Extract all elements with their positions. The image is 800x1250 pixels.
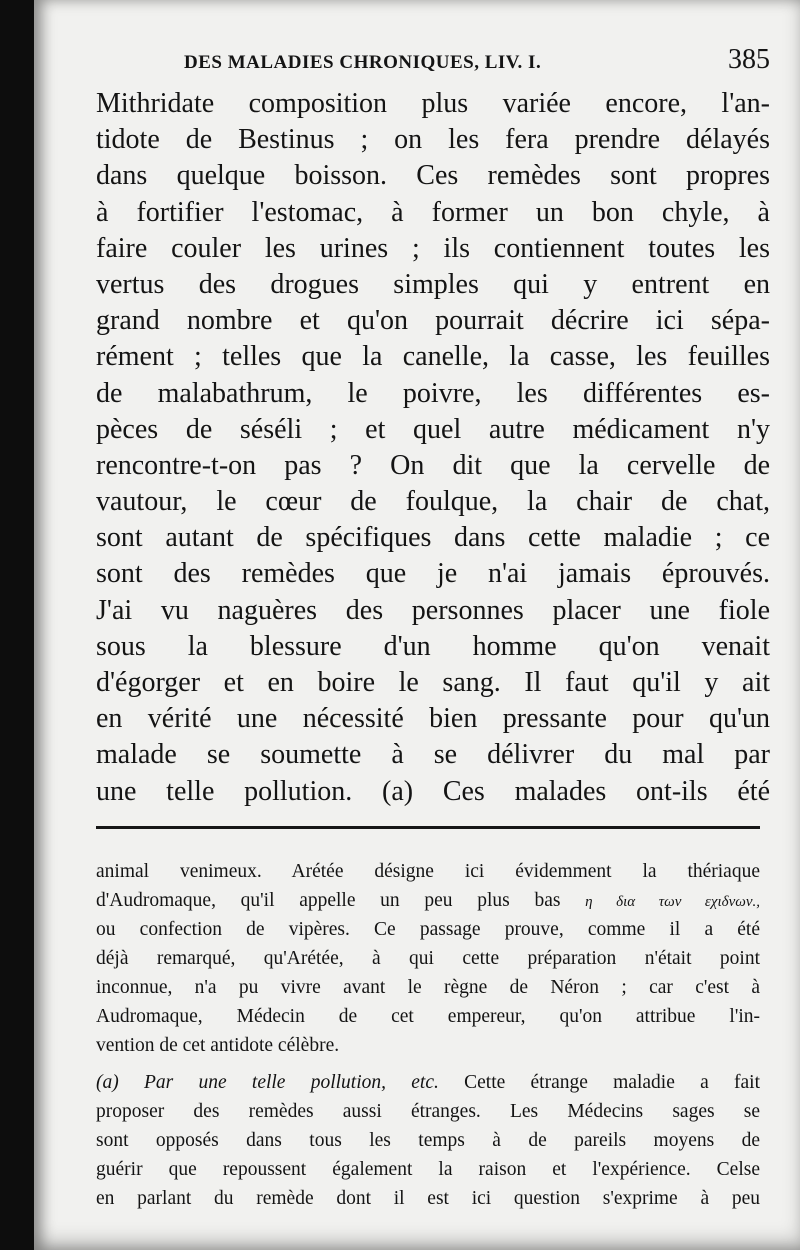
- text-line: sous la blessure d'un homme qu'on venait: [96, 630, 770, 662]
- footnote-line: sont opposés dans tous les temps à de pareils moyens de: [96, 1130, 760, 1151]
- footnote-marker: (a): [96, 1072, 119, 1093]
- footnote-line: inconnue, n'a pu vivre avant le règne de Néron ; car c'est à: [96, 977, 760, 998]
- footnote-lemma: Par une telle pollution, etc.: [144, 1072, 439, 1093]
- footnote-line: ou confection de vipères. Ce passage prouve, comme il a été: [96, 919, 760, 940]
- text-line: à fortifier l'estomac, à former un bon chyle, à: [96, 196, 770, 228]
- footnote-rule: [96, 826, 760, 829]
- text-line: J'ai vu naguères des personnes placer une fiole: [96, 594, 770, 626]
- book-page: [34, 0, 800, 1250]
- main-text: [96, 86, 770, 810]
- text-line: vertus des drogues simples qui y entrent en: [96, 268, 770, 300]
- text-line: rément ; telles que la canelle, la casse, les feuilles: [96, 341, 770, 373]
- footnote-line: [96, 886, 760, 915]
- text-line: pèces de séséli ; et quel autre médicament n'y: [96, 413, 770, 445]
- text-line: de malabathrum, le poivre, les différentes es-: [96, 377, 770, 409]
- footnote-text: Cette étrange maladie a fait: [464, 1072, 761, 1093]
- text-line: sont autant de spécifiques dans cette maladie ; ce: [96, 522, 770, 554]
- text-line: grand nombre et qu'on pourrait décrire ici sépa-: [96, 305, 770, 337]
- text-line: dans quelque boisson. Ces remèdes sont propres: [96, 160, 770, 192]
- footnote-line: [96, 1068, 760, 1097]
- footnote-continuation: [96, 857, 760, 1060]
- running-head: DES MALADIES CHRONIQUES, LIV. I.: [184, 52, 542, 73]
- footnote-line: en parlant du remède dont il est ici question s'exprime à peu: [96, 1188, 760, 1209]
- text-line: d'égorger et en boire le sang. Il faut qu'il y ait: [96, 667, 770, 698]
- text-line: faire couler les urines ; ils contiennent toutes les: [96, 232, 770, 264]
- text-line: rencontre-t-on pas ? On dit que la cervelle de: [96, 449, 770, 481]
- text-line: tidote de Bestinus ; on les fera prendre délayés: [96, 124, 770, 156]
- text-line: en vérité une nécessité bien pressante pour qu'un: [96, 703, 770, 735]
- text-line: une telle pollution. (a) Ces malades ont-ils été: [96, 775, 770, 807]
- footnote-line: proposer des remèdes aussi étranges. Les Médecins sages se: [96, 1101, 760, 1122]
- footnote-line: vention de cet antidote célèbre.: [96, 1035, 340, 1056]
- footnote-line: Audromaque, Médecin de cet empereur, qu'on attribue l'in-: [96, 1006, 760, 1027]
- text-line: Mithridate composition plus variée encore, l'an-: [96, 88, 770, 119]
- footnote-line: animal venimeux. Arétée désigne ici évidemment la thériaque: [96, 861, 760, 882]
- text-line: sont des remèdes que je n'ai jamais éprouvés.: [96, 558, 770, 590]
- page-number: 385: [728, 44, 770, 75]
- greek-phrase: η δια των εχιδνων.,: [585, 894, 760, 910]
- text-line: malade se soumette à se délivrer du mal par: [96, 739, 770, 771]
- text-line: vautour, le cœur de foulque, la chair de chat,: [96, 486, 770, 518]
- footnote-line: guérir que repoussent également la raison et l'expérience. Celse: [96, 1159, 760, 1180]
- footnote-line: déjà remarqué, qu'Arétée, à qui cette préparation n'était point: [96, 948, 760, 969]
- footnote-text: d'Audromaque, qu'il appelle un peu plus bas: [96, 890, 561, 911]
- footnote-a: [96, 1068, 760, 1213]
- page-header: [184, 44, 770, 84]
